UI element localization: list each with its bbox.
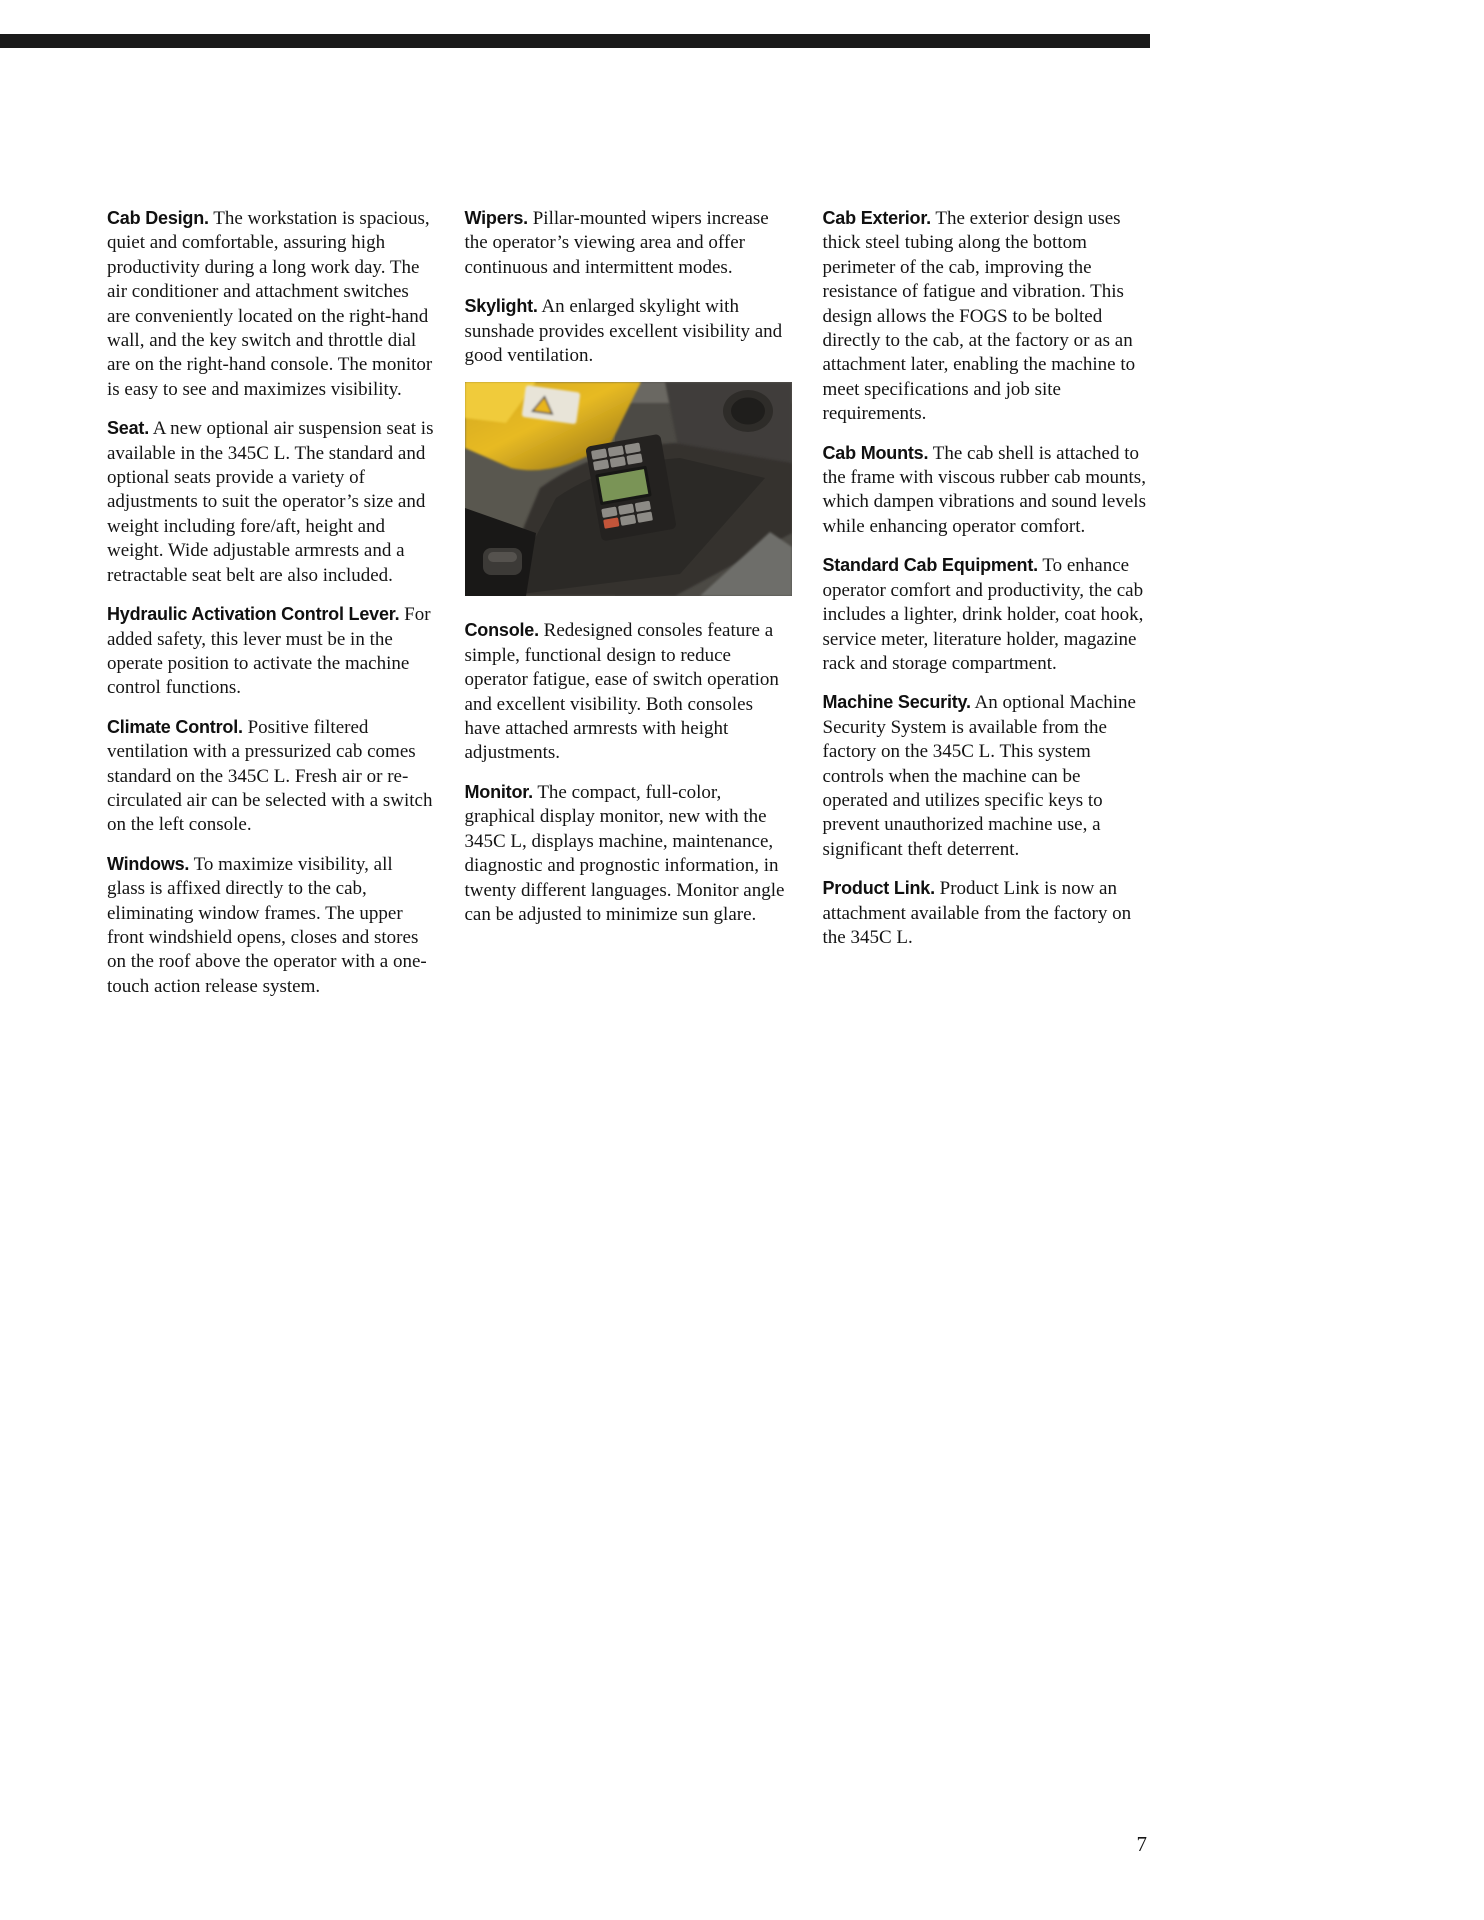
section-cab-design: [107, 206, 434, 402]
body-machine-security: An optional Machine Security System is available from the factory on the 345C L. This system controls when the machine can be operated and utilizes specific keys to prevent unauthorized machine use, a significant theft deterrent.: [822, 692, 1136, 860]
heading-windows: Windows.: [107, 853, 190, 874]
body-skylight: An enlarged skylight with sunshade provides excellent visibility and good ventilation.: [464, 296, 783, 367]
heading-product-link: Product Link.: [822, 878, 935, 899]
page-content: [107, 206, 1149, 1013]
body-seat: A new optional air suspension seat is available in the 345C L. The standard and optional seats provide a variety of adjustments to suit the operator’s size and weight including fore/aft, height and weight. Wide adjustable armrests and a retractable seat belt are also included.: [107, 418, 434, 586]
body-hydraulic-activation: For added safety, this lever must be in the operate position to activate the machine control functions.: [107, 604, 431, 699]
body-wipers: Pillar-mounted wipers increase the operator’s viewing area and offer continuous and intermittent modes.: [464, 208, 769, 278]
heading-console: Console.: [464, 620, 539, 641]
heading-seat: Seat.: [107, 418, 150, 439]
heading-wipers: Wipers.: [464, 208, 528, 228]
section-machine-security: [823, 690, 1150, 862]
section-cab-exterior: [823, 206, 1150, 427]
body-standard-cab-equipment: To enhance operator comfort and productivity, the cab includes a lighter, drink holder, coat hook, service meter, literature holder, magazine rack and storage compartment.: [822, 555, 1144, 674]
section-cab-mounts: [823, 441, 1150, 540]
heading-cab-design: Cab Design.: [107, 208, 209, 228]
console-photo: [465, 382, 792, 596]
heading-cab-exterior: Cab Exterior.: [822, 208, 931, 228]
top-rule: [0, 34, 1150, 48]
console-photo-illustration: [465, 382, 792, 596]
heading-cab-mounts: Cab Mounts.: [822, 442, 929, 463]
heading-skylight: Skylight.: [464, 296, 538, 317]
section-hydraulic-activation: [107, 602, 434, 701]
body-cab-mounts: The cab shell is attached to the frame with viscous rubber cab mounts, which dampen vibrations and sound levels while enhancing operator comfort.: [822, 442, 1146, 537]
column-right: [823, 206, 1150, 1013]
body-windows: To maximize visibility, all glass is affixed directly to the cab, eliminating window frames. The upper front windshield opens, closes and stores on the roof above the operator with a one-touch action release system.: [107, 853, 427, 997]
body-climate-control: Positive filtered ventilation with a pressurized cab comes standard on the 345C L. Fresh air or re-circulated air can be selected with a switch on the left console.: [107, 716, 433, 836]
body-cab-exterior: The exterior design uses thick steel tubing along the bottom perimeter of the cab, improving the resistance of fatigue and vibration. This design allows the FOGS to be bolted directly to the cab, at the factory or as an attachment later, enabling the machine to meet specifications and job site requirements.: [822, 208, 1136, 425]
section-climate-control: [107, 715, 434, 838]
heading-climate-control: Climate Control.: [107, 716, 243, 737]
body-product-link: Product Link is now an attachment available from the factory on the 345C L.: [822, 878, 1132, 948]
body-cab-design: The workstation is spacious, quiet and comfortable, assuring high productivity during a long work day. The air conditioner and attachment switches are conveniently located on the right-hand wall, and the key switch and throttle dial are on the right-hand console. The monitor is easy to see and maximizes visibility.: [107, 208, 433, 400]
section-console: [465, 618, 792, 765]
section-seat: [107, 416, 434, 588]
section-monitor: [465, 780, 792, 927]
body-monitor: The compact, full-color, graphical display monitor, new with the 345C L, displays machine, maintenance, diagnostic and prognostic information, in twenty different languages. Monitor angle can be adjusted to minimize sun glare.: [464, 781, 785, 925]
section-standard-cab-equipment: [823, 553, 1150, 676]
column-middle: [465, 206, 792, 1013]
column-left: [107, 206, 434, 1013]
page-number: 7: [1136, 1832, 1147, 1856]
heading-hydraulic-activation: Hydraulic Activation Control Lever.: [107, 604, 400, 625]
heading-monitor: Monitor.: [464, 781, 533, 802]
heading-standard-cab-equipment: Standard Cab Equipment.: [822, 555, 1038, 576]
body-console: Redesigned consoles feature a simple, functional design to reduce operator fatigue, ease of switch operation and excellent visibility. Both consoles have attached armrests with height adjustments.: [464, 620, 779, 764]
section-wipers: [465, 206, 792, 280]
section-product-link: [823, 876, 1150, 950]
section-skylight: [465, 294, 792, 368]
heading-machine-security: Machine Security.: [822, 692, 971, 713]
section-windows: [107, 852, 434, 999]
